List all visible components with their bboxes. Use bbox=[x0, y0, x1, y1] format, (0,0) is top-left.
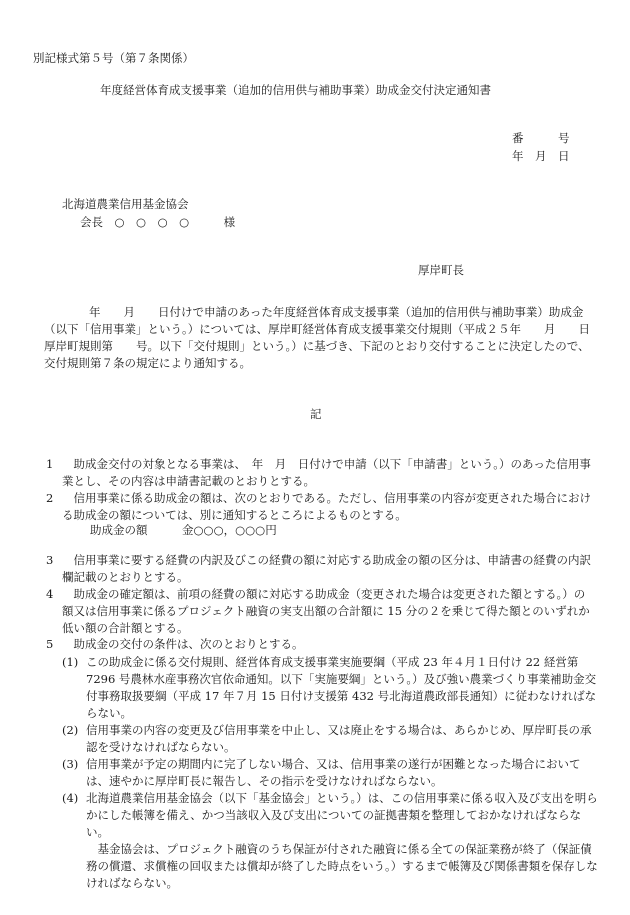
body-paragraph: 年 月 日付けで申請のあった年度経営体育成支援事業（追加的信用供与補助事業）助成金（以下「信用事業」という。）については、厚岸町経営体育成支援事業交付規則（平成２５年 月 日厚岸町規則第 号。以下「交付規則」という。）に基づき、下記のとおり交付することに決定したので、交付規則第７条の規定により通知する。 bbox=[44, 305, 591, 370]
addressee-organization: 北海道農業信用基金協会 bbox=[62, 197, 189, 211]
item-number: 2 bbox=[46, 491, 54, 505]
sub-item-number: (1) bbox=[62, 655, 79, 669]
addressee-person: 会長 ○ ○ ○ ○ 様 bbox=[80, 215, 236, 229]
document-title: 年度経営体育成支援事業（追加的信用供与補助事業）助成金交付決定通知書 bbox=[100, 83, 491, 97]
sub-item-text: 北海道農業信用基金協会（以下「基金協会」という。）は、この信用事業に係る収入及び支出を明らかにした帳簿を備え、かつ当該収入及び支出についての証拠書類を整理しておかなければならない。 bbox=[86, 791, 598, 839]
item-text: 助成金の確定額は、前項の経費の額に対応する助成金（変更された場合は変更された額とする。）の額又は信用事業に係るプロジェクト融資の実支出額の合計額に 15 分の２を乗じて得た額とのいずれか低い額の合計額とする。 bbox=[62, 587, 590, 635]
sub-item-text: この助成金に係る交付規則、経営体育成支援事業実施要綱（平成 23 年４月１日付け 22 経営第 7296 号農林水産事務次官依命通知。以下「実施要綱」という。）及び強い農業づくり事業補助金交付事務取扱要綱（平成 17 年７月 15 日付け支援第 432 号北海道農政部長通知）に従わなければならない。 bbox=[86, 655, 597, 720]
sub-item-text: 信用事業が予定の期間内に完了しない場合、又は、信用事業の遂行が困難となった場合においては、速やかに厚岸町長に報告し、その指示を受けなければならない。 bbox=[86, 757, 581, 788]
item-text: 信用事業に要する経費の内訳及びこの経費の額に対応する助成金の額の区分は、申請書の経費の内訳欄記載のとおりとする。 bbox=[62, 553, 591, 584]
form-label: 別記様式第５号（第７条関係） bbox=[33, 51, 194, 65]
amount-label: 助成金の額 bbox=[90, 523, 148, 537]
item-text: 助成金交付の対象となる事業は、 年 月 日付けで申請（以下「申請書」という。）のあった信用事業とし、その内容は申請書記載のとおりとする。 bbox=[62, 457, 591, 488]
sub-item-number: (3) bbox=[62, 757, 79, 771]
item-number: 1 bbox=[46, 457, 54, 471]
sub-item-4-continued: 基金協会は、プロジェクト融資のうち保証が付された融資に係る全ての保証業務が終了（保証債務の償還、求償権の回収または償却が終了した時点をいう。）するまで帳簿及び関係書類を保存しなければならない。 bbox=[86, 842, 598, 890]
item-number: 5 bbox=[46, 637, 54, 651]
item-number: 4 bbox=[46, 587, 54, 601]
amount-value: 金○○○，○○○円 bbox=[182, 523, 277, 537]
sub-item-text: 信用事業の内容の変更及び信用事業を中止し、又は廃止をする場合は、あらかじめ、厚岸町長の承認を受けなければならない。 bbox=[86, 723, 592, 754]
document-date: 年 月 日 bbox=[512, 149, 570, 163]
item-text: 助成金の交付の条件は、次のとおりとする。 bbox=[62, 637, 304, 651]
sub-item-number: (4) bbox=[62, 791, 79, 805]
item-text: 信用事業に係る助成金の額は、次のとおりである。ただし、信用事業の内容が変更された場合における助成金の額については、別に通知するところによるものとする。 bbox=[62, 491, 591, 522]
document-number: 番 号 bbox=[512, 131, 570, 145]
ki-heading: 記 bbox=[310, 407, 322, 421]
sub-item-number: (2) bbox=[62, 723, 79, 737]
sender: 厚岸町長 bbox=[418, 263, 464, 277]
item-number: 3 bbox=[46, 553, 54, 567]
